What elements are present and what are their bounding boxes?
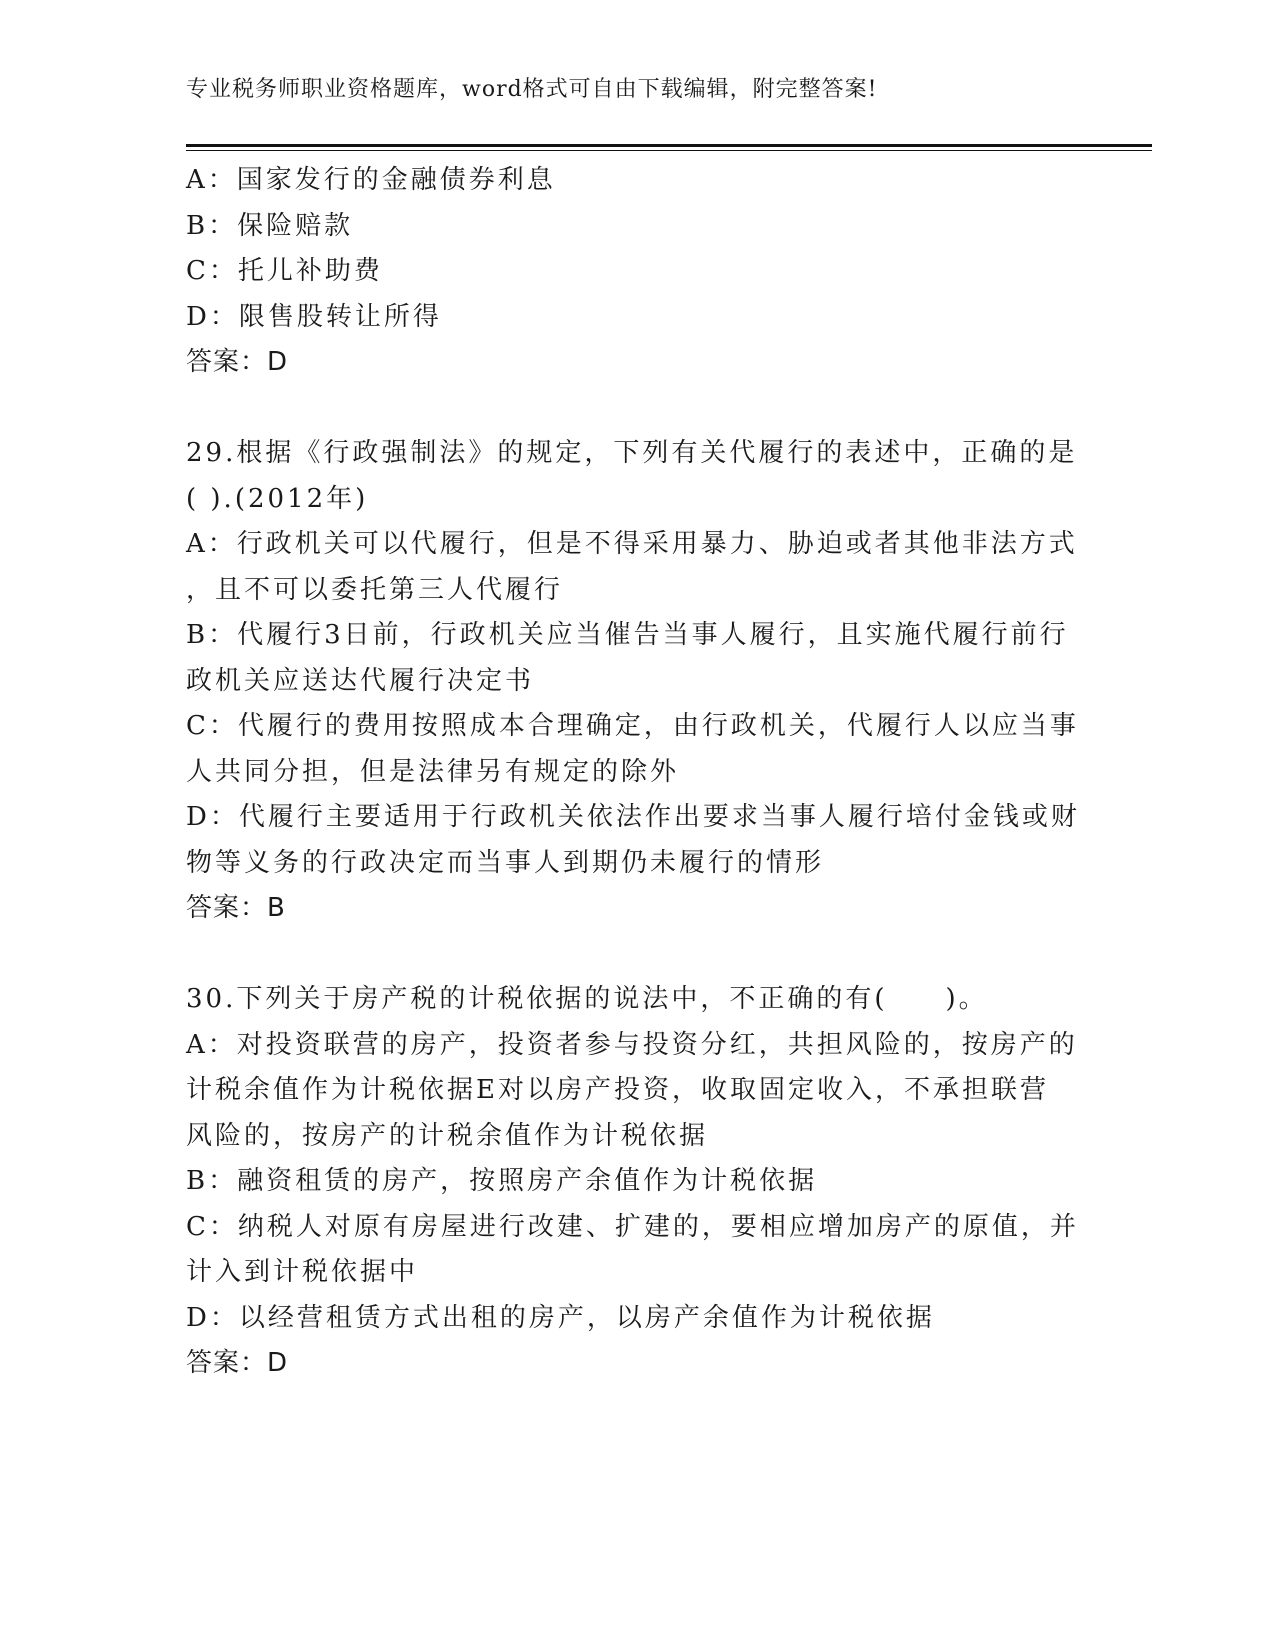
option-c-line: 计入到计税依据中 bbox=[186, 1257, 419, 1287]
option-a-line: 风险的，按房产的计税余值作为计税依据 bbox=[186, 1120, 709, 1151]
option-c-line: 人共同分担，但是法律另有规定的除外 bbox=[186, 756, 680, 787]
option-a-line: A：行政机关可以代履行，但是不得采用暴力、胁迫或者其他非法方式 bbox=[186, 529, 1078, 559]
question-stem-line: 29.根据《行政强制法》的规定，下列有关代履行的表述中，正确的是 bbox=[186, 438, 1078, 468]
option-d-line: D：以经营租赁方式出租的房产，以房产余值作为计税依据 bbox=[186, 1302, 935, 1333]
question-30 bbox=[186, 977, 1079, 1387]
option-b-line: B：融资租赁的房产，按照房产余值作为计税依据 bbox=[186, 1166, 818, 1196]
option-b: B：保险赔款 bbox=[186, 210, 354, 241]
option-b-line: B：代履行3日前，行政机关应当催告当事人履行，且实施代履行前行 bbox=[186, 620, 1069, 650]
page-header: 专业税务师职业资格题库，word格式可自由下载编辑，附完整答案! bbox=[186, 77, 878, 102]
answer-line: 答案：B bbox=[186, 893, 286, 923]
option-d-line: D：代履行主要适用于行政机关依法作出要求当事人履行培付金钱或财 bbox=[186, 802, 1080, 832]
option-c-line: C：代履行的费用按照成本合理确定，由行政机关，代履行人以应当事 bbox=[186, 711, 1079, 741]
option-c: C：托儿补助费 bbox=[186, 256, 383, 286]
answer-line: 答案：D bbox=[186, 347, 289, 377]
option-d-line: 物等义务的行政决定而当事人到期仍未履行的情形 bbox=[186, 847, 825, 878]
question-29 bbox=[186, 431, 1080, 932]
question-28-remainder bbox=[186, 158, 1076, 386]
option-a-line: A：对投资联营的房产，投资者参与投资分红，共担风险的，按房产的 bbox=[186, 1029, 1078, 1060]
answer-line: 答案：D bbox=[186, 1348, 289, 1378]
question-stem-line: ( ).(2012年) bbox=[186, 483, 369, 514]
option-d: D：限售股转让所得 bbox=[186, 301, 442, 332]
question-spacer bbox=[186, 386, 1076, 432]
header-rule-thin bbox=[186, 150, 1152, 151]
option-a-line: 计税余值作为计税依据E对以房产投资，收取固定收入，不承担联营 bbox=[186, 1075, 1049, 1105]
option-c-line: C：纳税人对原有房屋进行改建、扩建的，要相应增加房产的原值，并 bbox=[186, 1211, 1079, 1242]
question-stem-line: 30.下列关于房产税的计税依据的说法中，不正确的有( )。 bbox=[186, 984, 988, 1014]
header-rule-thick bbox=[186, 144, 1152, 147]
option-a-line: ，且不可以委托第三人代履行 bbox=[186, 574, 564, 605]
option-a: A：国家发行的金融债券利息 bbox=[186, 165, 556, 195]
question-spacer bbox=[186, 932, 1076, 978]
option-b-line: 政机关应送达代履行决定书 bbox=[186, 665, 535, 696]
document-body bbox=[186, 158, 1080, 1387]
